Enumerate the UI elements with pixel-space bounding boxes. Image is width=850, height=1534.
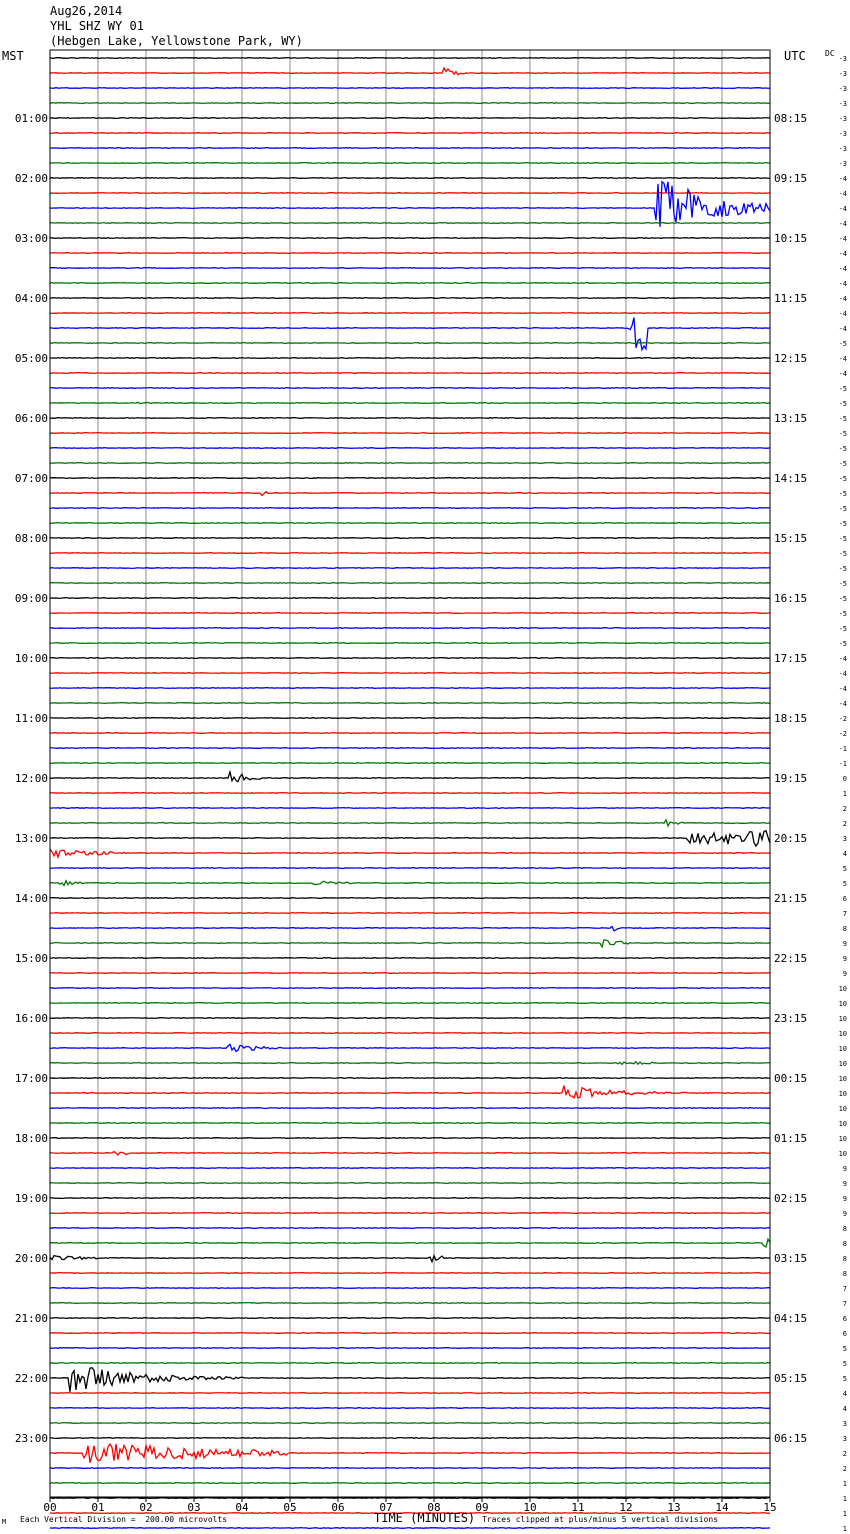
seismic-trace [50, 913, 770, 914]
seismic-trace [50, 1198, 770, 1199]
seismic-trace [50, 1003, 770, 1004]
dc-offset-label: 10 [838, 1030, 847, 1038]
dc-offset-label: 5 [842, 880, 847, 888]
dc-offset-label: -5 [838, 565, 847, 573]
utc-hour-label: 10:15 [774, 232, 808, 245]
x-tick-label: 00 [43, 1501, 57, 1514]
dc-offset-label: -1 [838, 760, 847, 768]
dc-offset-label: 5 [842, 1360, 847, 1368]
dc-offset-label: 8 [842, 925, 847, 933]
dc-label: DC [825, 49, 835, 58]
dc-offset-label: 7 [842, 1300, 847, 1308]
dc-offset-label: 2 [842, 1465, 847, 1473]
seismic-trace [50, 733, 770, 734]
utc-hour-label: 08:15 [774, 112, 808, 125]
seismic-trace [50, 1528, 770, 1529]
mst-hour-label: 01:00 [14, 112, 48, 125]
seismic-trace [50, 1239, 770, 1247]
seismic-trace [50, 223, 770, 224]
dc-offset-label: -3 [838, 85, 847, 93]
utc-hour-label: 17:15 [774, 652, 808, 665]
seismic-trace [50, 748, 770, 749]
mst-hour-label: 07:00 [14, 472, 48, 485]
seismic-trace [50, 1333, 770, 1334]
left-timezone-label: MST [2, 49, 24, 63]
dc-offset-label: -4 [838, 685, 847, 693]
mst-hour-label: 16:00 [14, 1012, 48, 1025]
seismic-trace [50, 343, 770, 344]
seismic-trace [50, 598, 770, 599]
seismic-trace [50, 1348, 770, 1349]
seismic-trace [50, 1168, 770, 1169]
dc-offset-label: -1 [838, 745, 847, 753]
dc-offset-label: 1 [842, 790, 847, 798]
x-tick-label: 08 [427, 1501, 441, 1514]
utc-hour-label: 23:15 [774, 1012, 808, 1025]
dc-offset-label: -4 [838, 700, 847, 708]
seismic-trace [50, 973, 770, 974]
station-label: YHL SHZ WY 01 [50, 19, 144, 33]
dc-offset-label: 10 [838, 1075, 847, 1083]
seismic-trace [50, 1078, 770, 1079]
dc-offset-label: 6 [842, 1330, 847, 1338]
clip-note: Traces clipped at plus/minus 5 vertical divisions [482, 1515, 719, 1524]
utc-hour-label: 18:15 [774, 712, 808, 725]
dc-offset-label: 10 [838, 1120, 847, 1128]
mst-hour-label: 18:00 [14, 1132, 48, 1145]
dc-offset-label: -2 [838, 730, 847, 738]
dc-offset-label: 9 [842, 955, 847, 963]
x-tick-label: 11 [571, 1501, 585, 1514]
seismic-trace [50, 849, 770, 857]
mst-hour-label: 06:00 [14, 412, 48, 425]
seismic-trace [50, 68, 770, 75]
seismic-trace [50, 1303, 770, 1304]
dc-offset-label: 9 [842, 1210, 847, 1218]
seismic-trace [50, 1318, 770, 1319]
dc-offset-label: 10 [838, 1015, 847, 1023]
dc-offset-label: 6 [842, 895, 847, 903]
seismic-trace [50, 163, 770, 164]
seismic-trace [50, 1062, 770, 1065]
seismic-trace [50, 283, 770, 284]
seismic-trace [50, 433, 770, 434]
dc-offset-label: -5 [838, 385, 847, 393]
utc-hour-label: 19:15 [774, 772, 808, 785]
dc-offset-label: -4 [838, 190, 847, 198]
x-tick-label: 06 [331, 1501, 345, 1514]
x-tick-label: 15 [763, 1501, 777, 1514]
dc-offset-label: 2 [842, 1450, 847, 1458]
mst-hour-label: 21:00 [14, 1312, 48, 1325]
dc-offset-label: 6 [842, 1315, 847, 1323]
dc-offset-label: -5 [838, 640, 847, 648]
dc-offset-label: 9 [842, 970, 847, 978]
dc-offset-label: 10 [838, 1045, 847, 1053]
right-timezone-label: UTC [784, 49, 806, 63]
utc-hour-label: 12:15 [774, 352, 808, 365]
utc-hour-label: 02:15 [774, 1192, 808, 1205]
dc-offset-label: 10 [838, 1135, 847, 1143]
dc-offset-label: -4 [838, 655, 847, 663]
dc-offset-label: -4 [838, 670, 847, 678]
seismic-trace [50, 1123, 770, 1124]
dc-offset-label: 1 [842, 1525, 847, 1533]
dc-offset-label: -4 [838, 250, 847, 258]
dc-offset-label: -5 [838, 595, 847, 603]
dc-offset-label: 10 [838, 985, 847, 993]
seismic-trace [50, 553, 770, 554]
dc-offset-label: -5 [838, 460, 847, 468]
dc-offset-label: -5 [838, 415, 847, 423]
seismic-trace [50, 1368, 770, 1392]
dc-offset-label: 10 [838, 1105, 847, 1113]
seismic-trace [50, 868, 770, 869]
seismic-trace [50, 358, 770, 359]
seismic-trace [50, 820, 770, 826]
dc-offset-label: 9 [842, 1180, 847, 1188]
seismic-trace [50, 402, 770, 403]
seismic-trace [50, 1228, 770, 1229]
seismic-trace [50, 772, 770, 782]
mst-hour-label: 19:00 [14, 1192, 48, 1205]
seismic-trace [50, 318, 770, 350]
mst-hour-label: 04:00 [14, 292, 48, 305]
dc-offset-label: -4 [838, 295, 847, 303]
x-tick-label: 07 [379, 1501, 393, 1514]
dc-offset-label: 5 [842, 1345, 847, 1353]
dc-offset-label: 3 [842, 1435, 847, 1443]
mst-hour-label: 23:00 [14, 1432, 48, 1445]
seismic-trace [50, 253, 770, 254]
mst-hour-label: 14:00 [14, 892, 48, 905]
dc-offset-label: 10 [838, 1000, 847, 1008]
seismic-trace [50, 103, 770, 104]
seismic-trace [50, 1018, 770, 1019]
scale-note: Each Vertical Division = 200.00 microvolts [20, 1515, 228, 1524]
seismic-trace [50, 448, 770, 449]
seismic-trace [50, 926, 770, 930]
dc-offset-label: -5 [838, 475, 847, 483]
mst-hour-label: 22:00 [14, 1372, 48, 1385]
seismic-trace [50, 1438, 770, 1439]
seismic-trace [50, 808, 770, 809]
dc-offset-label: 1 [842, 1495, 847, 1503]
seismic-trace [50, 313, 770, 314]
dc-offset-label: 5 [842, 1375, 847, 1383]
mst-hour-label: 08:00 [14, 532, 48, 545]
dc-offset-label: -5 [838, 610, 847, 618]
utc-hour-label: 20:15 [774, 832, 808, 845]
dc-offset-label: -5 [838, 550, 847, 558]
dc-offset-label: -3 [838, 115, 847, 123]
seismic-trace [50, 88, 770, 89]
dc-offset-label: 10 [838, 1090, 847, 1098]
seismic-trace [50, 1363, 770, 1364]
seismic-trace [50, 1483, 770, 1484]
seismic-trace [50, 940, 770, 947]
dc-offset-label: 10 [838, 1150, 847, 1158]
dc-offset-label: -5 [838, 340, 847, 348]
x-tick-label: 09 [475, 1501, 489, 1514]
seismic-trace [50, 1138, 770, 1139]
seismic-trace [50, 658, 770, 659]
dc-offset-label: 4 [842, 850, 847, 858]
utc-hour-label: 05:15 [774, 1372, 808, 1385]
utc-hour-label: 15:15 [774, 532, 808, 545]
dc-offset-label: 7 [842, 1285, 847, 1293]
mst-hour-label: 20:00 [14, 1252, 48, 1265]
dc-offset-label: -5 [838, 490, 847, 498]
x-tick-label: 05 [283, 1501, 297, 1514]
seismic-trace [50, 268, 770, 269]
x-tick-label: 12 [619, 1501, 633, 1514]
seismic-trace [50, 1213, 770, 1214]
dc-offset-label: 3 [842, 835, 847, 843]
seismic-trace [50, 1044, 770, 1051]
dc-offset-label: -4 [838, 235, 847, 243]
seismic-trace [50, 478, 770, 479]
mst-hour-label: 15:00 [14, 952, 48, 965]
mst-hour-label: 03:00 [14, 232, 48, 245]
dc-offset-label: 0 [842, 775, 847, 783]
utc-hour-label: 03:15 [774, 1252, 808, 1265]
x-axis-title: TIME (MINUTES) [374, 1511, 476, 1525]
seismic-traces [50, 58, 770, 1534]
seismic-trace [50, 688, 770, 689]
seismic-trace [50, 1086, 770, 1098]
seismic-trace [50, 958, 770, 959]
seismic-trace [50, 1152, 770, 1155]
mst-hour-label: 13:00 [14, 832, 48, 845]
utc-hour-label: 14:15 [774, 472, 808, 485]
seismic-trace [50, 1273, 770, 1274]
dc-offset-label: -3 [838, 100, 847, 108]
dc-offset-label: -2 [838, 715, 847, 723]
seismic-trace [50, 703, 770, 704]
seismic-trace [50, 298, 770, 299]
utc-hour-label: 22:15 [774, 952, 808, 965]
seismic-trace [50, 988, 770, 989]
dc-offset-label: -4 [838, 355, 847, 363]
seismic-trace [50, 1423, 770, 1424]
utc-hour-label: 11:15 [774, 292, 808, 305]
utc-hour-label: 06:15 [774, 1432, 808, 1445]
seismic-trace [50, 1183, 770, 1184]
seismic-trace [50, 388, 770, 389]
utc-hour-label: 00:15 [774, 1072, 808, 1085]
seismic-trace [50, 58, 770, 59]
x-tick-label: 13 [667, 1501, 681, 1514]
dc-offset-label: 9 [842, 1165, 847, 1173]
seismic-trace [50, 718, 770, 719]
dc-offset-label: -5 [838, 430, 847, 438]
dc-offset-label: -3 [838, 130, 847, 138]
x-tick-label: 03 [187, 1501, 201, 1514]
dc-offset-label: 2 [842, 805, 847, 813]
seismic-trace [50, 673, 770, 674]
seismic-trace [50, 628, 770, 629]
utc-hour-label: 21:15 [774, 892, 808, 905]
dc-offset-label: 4 [842, 1390, 847, 1398]
mst-hour-label: 09:00 [14, 592, 48, 605]
seismic-trace [50, 418, 770, 419]
seismic-trace [50, 118, 770, 119]
mst-hour-label: 05:00 [14, 352, 48, 365]
seismic-trace [50, 492, 770, 496]
seismic-trace [50, 463, 770, 464]
seismic-trace [50, 148, 770, 149]
seismic-trace [50, 538, 770, 539]
utc-hour-label: 09:15 [774, 172, 808, 185]
mst-hour-label: 11:00 [14, 712, 48, 725]
seismic-trace [50, 568, 770, 569]
dc-offset-label: -4 [838, 325, 847, 333]
dc-offset-label: -5 [838, 625, 847, 633]
seismic-trace [50, 523, 770, 524]
utc-hour-label: 01:15 [774, 1132, 808, 1145]
seismic-trace [50, 1468, 770, 1469]
utc-hour-label: 16:15 [774, 592, 808, 605]
seismic-trace [50, 898, 770, 899]
seismic-trace [50, 508, 770, 509]
mst-hour-label: 02:00 [14, 172, 48, 185]
date-label: Aug26,2014 [50, 4, 123, 18]
dc-offset-label: -5 [838, 505, 847, 513]
x-tick-label: 01 [91, 1501, 105, 1514]
dc-offset-label: -3 [838, 145, 847, 153]
dc-offset-label: -4 [838, 280, 847, 288]
x-tick-label: 14 [715, 1501, 729, 1514]
dc-offset-label: 4 [842, 1405, 847, 1413]
utc-hour-label: 13:15 [774, 412, 808, 425]
dc-offset-label: 2 [842, 820, 847, 828]
x-tick-label: 04 [235, 1501, 249, 1514]
seismic-trace [50, 1408, 770, 1409]
dc-offset-label: -4 [838, 310, 847, 318]
seismic-trace [50, 373, 770, 374]
dc-offset-label: 5 [842, 865, 847, 873]
dc-offset-label: -5 [838, 535, 847, 543]
seismic-trace [50, 1444, 770, 1463]
seismic-trace [50, 831, 770, 846]
dc-offset-label: 7 [842, 910, 847, 918]
dc-offset-label: -4 [838, 265, 847, 273]
dc-offset-label: 8 [842, 1255, 847, 1263]
dc-offset-label: -4 [838, 220, 847, 228]
dc-offset-label: -3 [838, 70, 847, 78]
seismic-trace [50, 881, 770, 886]
seismic-trace [50, 182, 770, 227]
dc-offset-label: 10 [838, 1060, 847, 1068]
seismic-trace [50, 643, 770, 644]
dc-offset-label: -5 [838, 400, 847, 408]
seismic-trace [50, 1288, 770, 1289]
seismic-trace [50, 178, 770, 179]
mst-hour-label: 10:00 [14, 652, 48, 665]
utc-hour-label: 04:15 [774, 1312, 808, 1325]
dc-offset-label: 1 [842, 1480, 847, 1488]
dc-offset-label: 9 [842, 1195, 847, 1203]
seismic-trace [50, 793, 770, 794]
corner-mark: M [2, 1518, 7, 1526]
dc-offset-label: 8 [842, 1240, 847, 1248]
seismic-trace [50, 583, 770, 584]
dc-offset-label: -5 [838, 445, 847, 453]
dc-offset-label: -4 [838, 370, 847, 378]
x-tick-label: 02 [139, 1501, 153, 1514]
dc-offset-label: -4 [838, 175, 847, 183]
seismic-trace [50, 1108, 770, 1109]
dc-offset-label: 9 [842, 940, 847, 948]
seismic-trace [50, 1393, 770, 1394]
dc-offset-label: -3 [838, 55, 847, 63]
dc-offset-label: -5 [838, 520, 847, 528]
seismic-trace [50, 763, 770, 764]
dc-offset-label: 8 [842, 1270, 847, 1278]
seismic-trace [50, 133, 770, 134]
seismic-trace [50, 1256, 770, 1262]
mst-hour-label: 12:00 [14, 772, 48, 785]
seismic-trace [50, 1033, 770, 1034]
seismic-trace [50, 1498, 770, 1499]
dc-offset-label: -4 [838, 205, 847, 213]
dc-offset-label: -5 [838, 580, 847, 588]
dc-offset-label: 8 [842, 1225, 847, 1233]
dc-offset-label: -3 [838, 160, 847, 168]
seismic-trace [50, 613, 770, 614]
location-label: (Hebgen Lake, Yellowstone Park, WY) [50, 34, 303, 48]
mst-hour-label: 17:00 [14, 1072, 48, 1085]
dc-offset-label: 3 [842, 1420, 847, 1428]
x-tick-label: 10 [523, 1501, 537, 1514]
dc-offset-label: 1 [842, 1510, 847, 1518]
seismic-trace [50, 238, 770, 239]
